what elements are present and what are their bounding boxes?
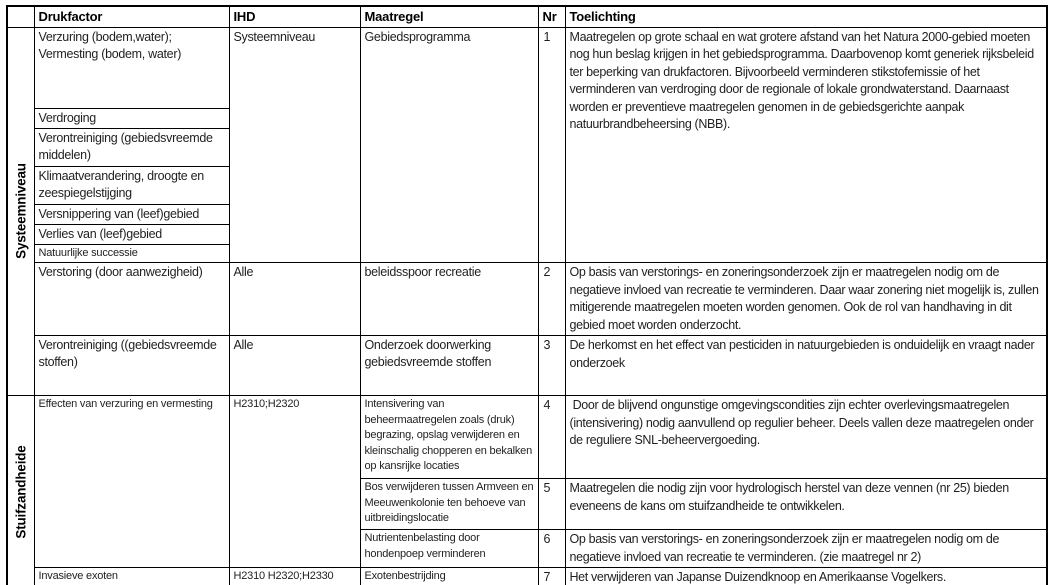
section-label-systeemniveau: Systeemniveau — [13, 163, 29, 260]
cell-ihd-row1: Systeemniveau — [229, 27, 360, 263]
header-row — [7, 6, 1047, 27]
measures-table — [6, 5, 1048, 585]
table-row — [7, 568, 1047, 585]
col-header-maatregel: Maatregel — [360, 6, 538, 27]
table-row — [7, 263, 1047, 336]
cell-toelichting-row1: Maatregelen op grote schaal en wat grotere afstand van het Natura 2000-gebied moeten nog hun beslag krijgen in het gebiedsprogramma. Daarbovenop komt generiek rijksbeleid ter beperking van drukfactoren. Bijvoorbeeld verminderen stikstofemissie of het verminderen van verdroging door de regionale of lokale grondwaterstand. Daarnaast worden er preventieve maatregelen genomen in de gebiedsgerichte aanpak natuurbrandbeheersing (NBB). — [565, 27, 1047, 263]
cell-ihd-row7: H2310 H2320;H2330 — [229, 568, 360, 585]
table-row — [7, 27, 1047, 108]
cell-drukfactor-versnippering: Versnippering van (leef)gebied — [34, 204, 229, 224]
cell-toelichting-row5: Maatregelen die nodig zijn voor hydrologisch herstel van deze vennen (nr 25) bieden eveneens de kans om stuifzandheide te ontwikkelen. — [565, 479, 1047, 530]
cell-maatregel-row5: Bos verwijderen tussen Armveen en Meeuwenkolonie ten behoeve van uitbreidingslocatie — [360, 479, 538, 530]
cell-nr-row7: 7 — [538, 568, 565, 585]
table-row — [7, 396, 1047, 479]
cell-maatregel-row1: Gebiedsprogramma — [360, 27, 538, 263]
cell-drukfactor-verontreiniging-stoffen: Verontreiniging ((gebiedsvreemde stoffen) — [34, 336, 229, 396]
col-header-drukfactor: Drukfactor — [34, 6, 229, 27]
col-header-ihd: IHD — [229, 6, 360, 27]
cell-nr-row2: 2 — [538, 263, 565, 336]
cell-nr-row1: 1 — [538, 27, 565, 263]
section-cell-systeemniveau — [7, 27, 34, 396]
cell-drukfactor-verdroging: Verdroging — [34, 108, 229, 128]
cell-maatregel-row3: Onderzoek doorwerking gebiedsvreemde stoffen — [360, 336, 538, 396]
cell-nr-row3: 3 — [538, 336, 565, 396]
cell-ihd-rows456: H2310;H2320 — [229, 396, 360, 568]
cell-drukfactor-verontreiniging-middelen: Verontreiniging (gebiedsvreemde middelen) — [34, 128, 229, 166]
cell-toelichting-row2: Op basis van verstorings- en zoneringsonderzoek zijn er maatregelen nodig om de negatieve invloed van recreatie te verminderen. Daar waar zonering niet mogelijk is, zullen mitigerende maatregelen moeten worden genomen. Ook de rol van handhaving in dit gebied moet worden onderzocht. — [565, 263, 1047, 336]
cell-ihd-row3: Alle — [229, 336, 360, 396]
cell-toelichting-row7: Het verwijderen van Japanse Duizendknoop en Amerikaanse Vogelkers. — [565, 568, 1047, 585]
cell-maatregel-row6: Nutrientenbelasting door hondenpoep verminderen — [360, 530, 538, 568]
cell-toelichting-row3: De herkomst en het effect van pesticiden in natuurgebieden is onduidelijk en vraagt nader onderzoek — [565, 336, 1047, 396]
col-header-toelichting: Toelichting — [565, 6, 1047, 27]
cell-drukfactor-klimaatverandering: Klimaatverandering, droogte en zeespiegelstijging — [34, 166, 229, 204]
cell-nr-row5: 5 — [538, 479, 565, 530]
cell-maatregel-row2: beleidsspoor recreatie — [360, 263, 538, 336]
cell-drukfactor-verzuring-vermesting: Verzuring (bodem,water); Vermesting (bodem, water) — [34, 27, 229, 108]
cell-drukfactor-effecten-verzuring: Effecten van verzuring en vermesting — [34, 396, 229, 568]
cell-nr-row4: 4 — [538, 396, 565, 479]
table-row — [7, 336, 1047, 396]
cell-maatregel-row4: Intensivering van beheermaatregelen zoals (druk) begrazing, opslag verwijderen en kleinschalig chopperen en bekalken op kansrijke locaties — [360, 396, 538, 479]
cell-drukfactor-invasieve-exoten: Invasieve exoten — [34, 568, 229, 585]
cell-toelichting-row4: Door de blijvend ongunstige omgevingscondities zijn echter overlevingsmaatregelen (intensivering) nodig aanvullend op regulier beheer. Deels vallen deze maatregelen onder de reguliere SNL-beheervergoeding. — [565, 396, 1047, 479]
cell-ihd-row2: Alle — [229, 263, 360, 336]
section-cell-stuifzandheide — [7, 396, 34, 585]
col-header-nr: Nr — [538, 6, 565, 27]
cell-drukfactor-natuurlijke-successie: Natuurlijke successie — [34, 244, 229, 263]
cell-drukfactor-verlies: Verlies van (leef)gebied — [34, 224, 229, 244]
cell-toelichting-row6: Op basis van verstorings- en zoneringsonderzoek zijn er maatregelen nodig om de negatieve invloed van recreatie te verminderen. (zie maatregel nr 2) — [565, 530, 1047, 568]
col-header-empty — [7, 6, 34, 27]
cell-maatregel-row7: Exotenbestrijding — [360, 568, 538, 585]
cell-drukfactor-verstoring: Verstoring (door aanwezigheid) — [34, 263, 229, 336]
cell-nr-row6: 6 — [538, 530, 565, 568]
section-label-stuifzandheide: Stuifzandheide — [13, 445, 29, 539]
